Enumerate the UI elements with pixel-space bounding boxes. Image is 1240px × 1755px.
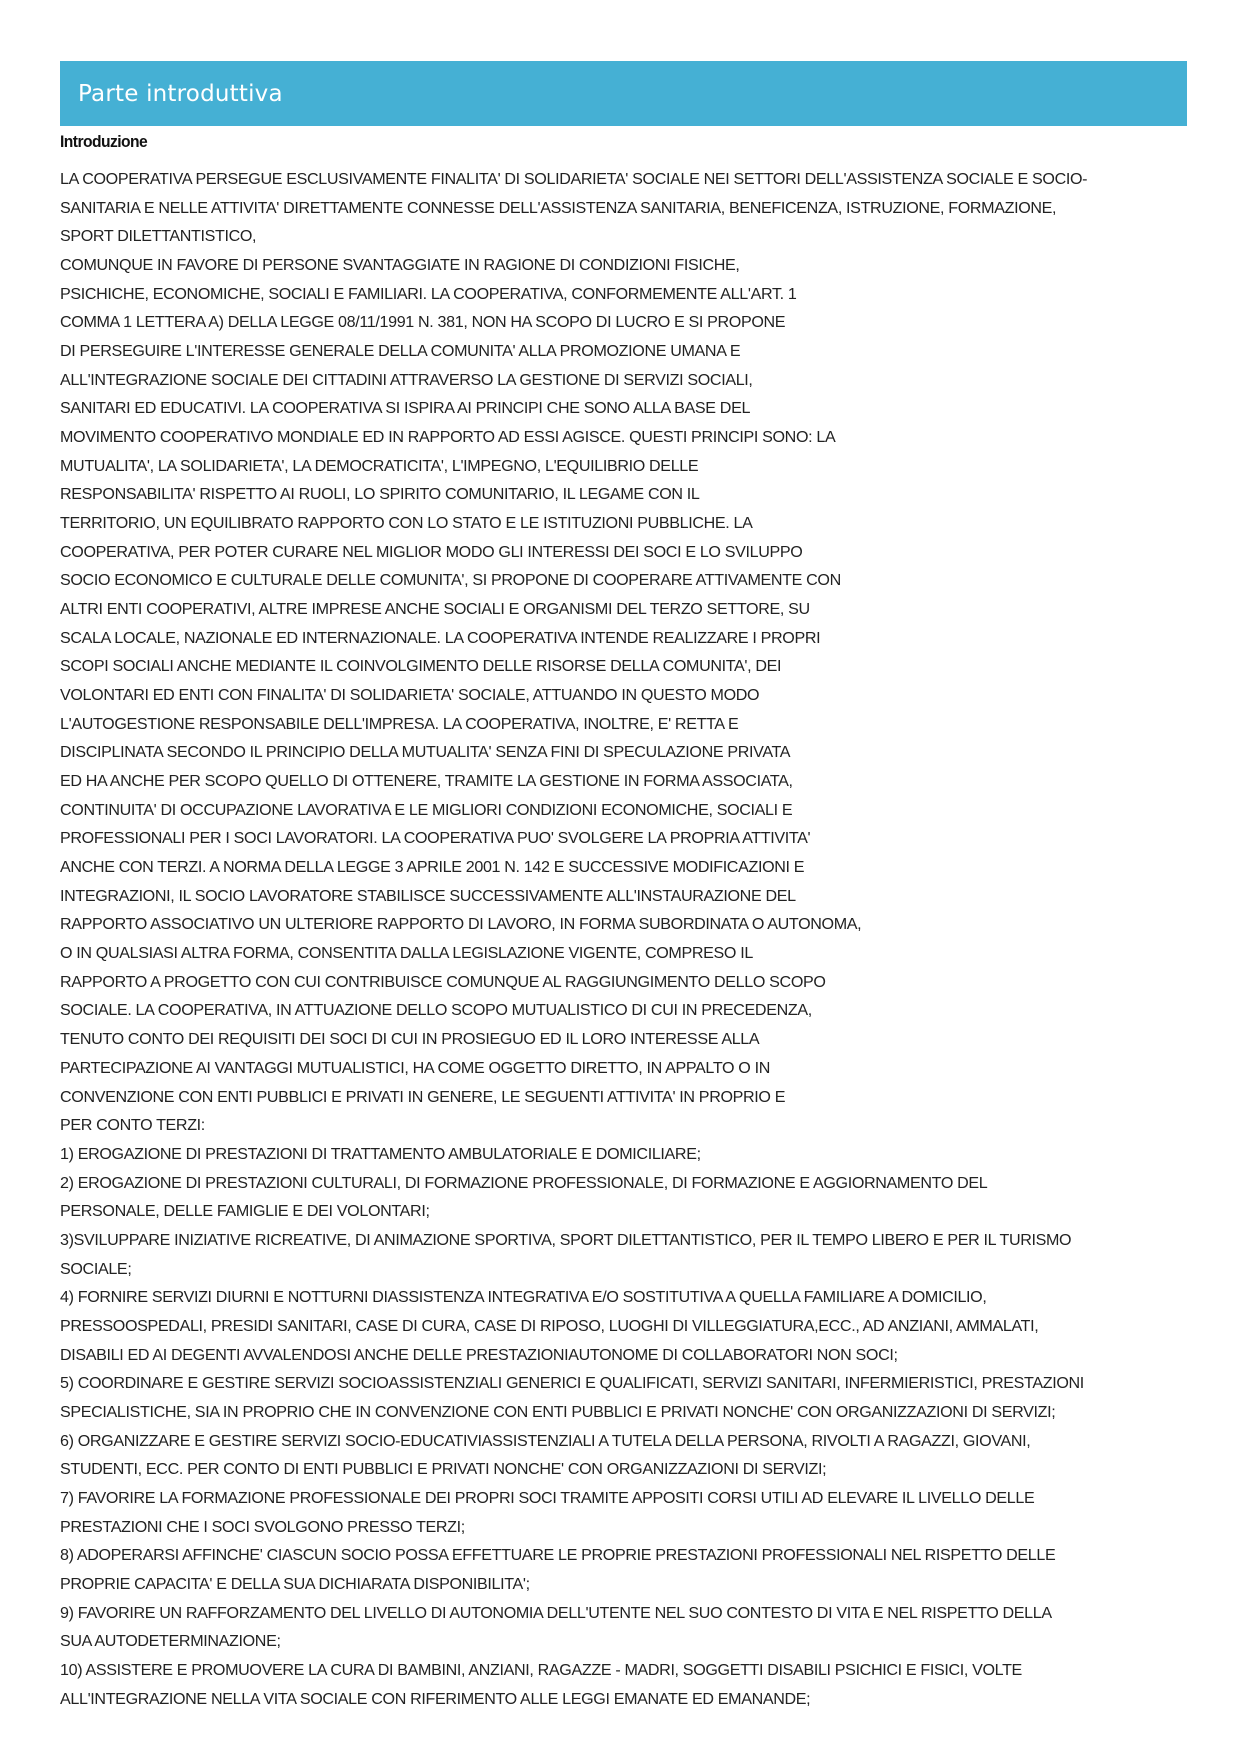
text-line: PERSONALE, DELLE FAMIGLIE E DEI VOLONTARI; <box>60 1202 430 1221</box>
text-line: SOCIALE; <box>60 1259 132 1278</box>
text-line: ALL'INTEGRAZIONE NELLA VITA SOCIALE CON RIFERIMENTO ALLE LEGGI EMANATE ED EMANANDE; <box>60 1689 811 1708</box>
text-line: DI PERSEGUIRE L'INTERESSE GENERALE DELLA COMUNITA' ALLA PROMOZIONE UMANA E <box>60 342 741 361</box>
body-text <box>60 165 1200 1713</box>
text-line: SCALA LOCALE, NAZIONALE ED INTERNAZIONALE. LA COOPERATIVA INTENDE REALIZZARE I PROPRI <box>60 628 821 647</box>
text-line: SPORT DILETTANTISTICO, <box>60 227 257 246</box>
text-line: INTEGRAZIONI, IL SOCIO LAVORATORE STABILISCE SUCCESSIVAMENTE ALL'INSTAURAZIONE DEL <box>60 886 796 905</box>
section-title: Parte introduttiva <box>78 80 283 107</box>
text-line: SPECIALISTICHE, SIA IN PROPRIO CHE IN CONVENZIONE CON ENTI PUBBLICI E PRIVATI NONCHE' CON ORGANIZZAZIONI DI SERVIZI; <box>60 1402 1056 1421</box>
text-line: MUTUALITA', LA SOLIDARIETA', LA DEMOCRATICITA', L'IMPEGNO, L'EQUILIBRIO DELLE <box>60 456 699 475</box>
text-line: PROFESSIONALI PER I SOCI LAVORATORI. LA COOPERATIVA PUO' SVOLGERE LA PROPRIA ATTIVITA' <box>60 829 811 848</box>
text-line: ED HA ANCHE PER SCOPO QUELLO DI OTTENERE, TRAMITE LA GESTIONE IN FORMA ASSOCIATA, <box>60 772 793 791</box>
text-line: SOCIALE. LA COOPERATIVA, IN ATTUAZIONE DELLO SCOPO MUTUALISTICO DI CUI IN PRECEDENZA, <box>60 1001 812 1020</box>
text-line: VOLONTARI ED ENTI CON FINALITA' DI SOLIDARIETA' SOCIALE, ATTUANDO IN QUESTO MODO <box>60 686 760 705</box>
text-line: 8) ADOPERARSI AFFINCHE' CIASCUN SOCIO POSSA EFFETTUARE LE PROPRIE PRESTAZIONI PROFESSIONALI NEL RISPETTO DELLE <box>60 1546 1056 1565</box>
text-line: CONTINUITA' DI OCCUPAZIONE LAVORATIVA E LE MIGLIORI CONDIZIONI ECONOMICHE, SOCIALI E <box>60 800 793 819</box>
text-line: ALTRI ENTI COOPERATIVI, ALTRE IMPRESE ANCHE SOCIALI E ORGANISMI DEL TERZO SETTORE, SU <box>60 600 810 619</box>
text-line: RESPONSABILITA' RISPETTO AI RUOLI, LO SPIRITO COMUNITARIO, IL LEGAME CON IL <box>60 485 700 504</box>
text-line: O IN QUALSIASI ALTRA FORMA, CONSENTITA DALLA LEGISLAZIONE VIGENTE, COMPRESO IL <box>60 944 753 963</box>
text-line: L'AUTOGESTIONE RESPONSABILE DELL'IMPRESA. LA COOPERATIVA, INOLTRE, E' RETTA E <box>60 714 739 733</box>
text-line: COMMA 1 LETTERA A) DELLA LEGGE 08/11/1991 N. 381, NON HA SCOPO DI LUCRO E SI PROPONE <box>60 313 786 332</box>
text-line: PSICHICHE, ECONOMICHE, SOCIALI E FAMILIARI. LA COOPERATIVA, CONFORMEMENTE ALL'ART. 1 <box>60 284 797 303</box>
text-line: PROPRIE CAPACITA' E DELLA SUA DICHIARATA DISPONIBILITA'; <box>60 1574 530 1593</box>
text-line: SUA AUTODETERMINAZIONE; <box>60 1632 281 1651</box>
text-line: DISCIPLINATA SECONDO IL PRINCIPIO DELLA MUTUALITA' SENZA FINI DI SPECULAZIONE PRIVATA <box>60 743 791 762</box>
text-line: COMUNQUE IN FAVORE DI PERSONE SVANTAGGIATE IN RAGIONE DI CONDIZIONI FISICHE, <box>60 256 740 275</box>
text-line: SANITARIA E NELLE ATTIVITA' DIRETTAMENTE CONNESSE DELL'ASSISTENZA SANITARIA, BENEFICENZA, ISTRUZIONE, FORMAZIONE, <box>60 198 1057 217</box>
text-line: MOVIMENTO COOPERATIVO MONDIALE ED IN RAPPORTO AD ESSI AGISCE. QUESTI PRINCIPI SONO: LA <box>60 428 836 447</box>
text-line: CONVENZIONE CON ENTI PUBBLICI E PRIVATI IN GENERE, LE SEGUENTI ATTIVITA' IN PROPRIO E <box>60 1087 786 1106</box>
text-line: 7) FAVORIRE LA FORMAZIONE PROFESSIONALE DEI PROPRI SOCI TRAMITE APPOSITI CORSI UTILI AD ELEVARE IL LIVELLO DELLE <box>60 1488 1035 1507</box>
text-line: TENUTO CONTO DEI REQUISITI DEI SOCI DI CUI IN PROSIEGUO ED IL LORO INTERESSE ALLA <box>60 1030 760 1049</box>
text-line: LA COOPERATIVA PERSEGUE ESCLUSIVAMENTE FINALITA' DI SOLIDARIETA' SOCIALE NEI SETTORI DELL'ASSISTENZA SOCIALE E SOCIO- <box>60 170 1088 188</box>
text-line: STUDENTI, ECC. PER CONTO DI ENTI PUBBLICI E PRIVATI NONCHE' CON ORGANIZZAZIONI DI SERVIZI; <box>60 1460 827 1479</box>
text-line: PRESTAZIONI CHE I SOCI SVOLGONO PRESSO TERZI; <box>60 1517 465 1536</box>
text-line: ANCHE CON TERZI. A NORMA DELLA LEGGE 3 APRILE 2001 N. 142 E SUCCESSIVE MODIFICAZIONI E <box>60 858 805 877</box>
text-line: COOPERATIVA, PER POTER CURARE NEL MIGLIOR MODO GLI INTERESSI DEI SOCI E LO SVILUPPO <box>60 542 803 561</box>
text-line: RAPPORTO ASSOCIATIVO UN ULTERIORE RAPPORTO DI LAVORO, IN FORMA SUBORDINATA O AUTONOMA, <box>60 915 862 934</box>
text-line: PRESSOOSPEDALI, PRESIDI SANITARI, CASE DI CURA, CASE DI RIPOSO, LUOGHI DI VILLEGGIATURA,ECC., AD ANZIANI, AMMALATI, <box>60 1316 1039 1335</box>
text-line: PARTECIPAZIONE AI VANTAGGI MUTUALISTICI, HA COME OGGETTO DIRETTO, IN APPALTO O IN <box>60 1058 770 1077</box>
text-line: PER CONTO TERZI: <box>60 1116 205 1135</box>
text-line: SCOPI SOCIALI ANCHE MEDIANTE IL COINVOLGIMENTO DELLE RISORSE DELLA COMUNITA', DEI <box>60 657 782 676</box>
text-line: SANITARI ED EDUCATIVI. LA COOPERATIVA SI ISPIRA AI PRINCIPI CHE SONO ALLA BASE DEL <box>60 399 751 418</box>
text-line: 1) EROGAZIONE DI PRESTAZIONI DI TRATTAMENTO AMBULATORIALE E DOMICILIARE; <box>60 1144 701 1163</box>
text-line: 3)SVILUPPARE INIZIATIVE RICREATIVE, DI ANIMAZIONE SPORTIVA, SPORT DILETTANTISTICO, PER IL TEMPO LIBERO E PER IL TURISMO <box>60 1230 1072 1249</box>
text-line: 5) COORDINARE E GESTIRE SERVIZI SOCIOASSISTENZIALI GENERICI E QUALIFICATI, SERVIZI SANITARI, INFERMIERISTICI, PRESTAZIONI <box>60 1374 1084 1393</box>
section-header-bar <box>60 61 1187 126</box>
text-line: 6) ORGANIZZARE E GESTIRE SERVIZI SOCIO-EDUCATIVIASSISTENZIALI A TUTELA DELLA PERSONA, RIVOLTI A RAGAZZI, GIOVANI, <box>60 1431 1031 1450</box>
text-line: 10) ASSISTERE E PROMUOVERE LA CURA DI BAMBINI, ANZIANI, RAGAZZE - MADRI, SOGGETTI DISABILI PSICHICI E FISICI, VOLTE <box>60 1660 1022 1679</box>
text-line: 4) FORNIRE SERVIZI DIURNI E NOTTURNI DIASSISTENZA INTEGRATIVA E/O SOSTITUTIVA A QUELLA FAMILIARE A DOMICILIO, <box>60 1288 987 1307</box>
text-line: RAPPORTO A PROGETTO CON CUI CONTRIBUISCE COMUNQUE AL RAGGIUNGIMENTO DELLO SCOPO <box>60 972 826 991</box>
text-line: 2) EROGAZIONE DI PRESTAZIONI CULTURALI, DI FORMAZIONE PROFESSIONALE, DI FORMAZIONE E AGGIORNAMENTO DEL <box>60 1173 988 1192</box>
text-line: TERRITORIO, UN EQUILIBRATO RAPPORTO CON LO STATO E LE ISTITUZIONI PUBBLICHE. LA <box>60 514 753 533</box>
text-line: SOCIO ECONOMICO E CULTURALE DELLE COMUNITA', SI PROPONE DI COOPERARE ATTIVAMENTE CON <box>60 571 841 590</box>
text-line: ALL'INTEGRAZIONE SOCIALE DEI CITTADINI ATTRAVERSO LA GESTIONE DI SERVIZI SOCIALI, <box>60 370 753 389</box>
text-line: DISABILI ED AI DEGENTI AVVALENDOSI ANCHE DELLE PRESTAZIONIAUTONOME DI COLLABORATORI NON SOCI; <box>60 1345 898 1364</box>
subsection-heading: Introduzione <box>60 132 148 151</box>
text-line: 9) FAVORIRE UN RAFFORZAMENTO DEL LIVELLO DI AUTONOMIA DELL'UTENTE NEL SUO CONTESTO DI VITA E NEL RISPETTO DELLA <box>60 1603 1052 1622</box>
